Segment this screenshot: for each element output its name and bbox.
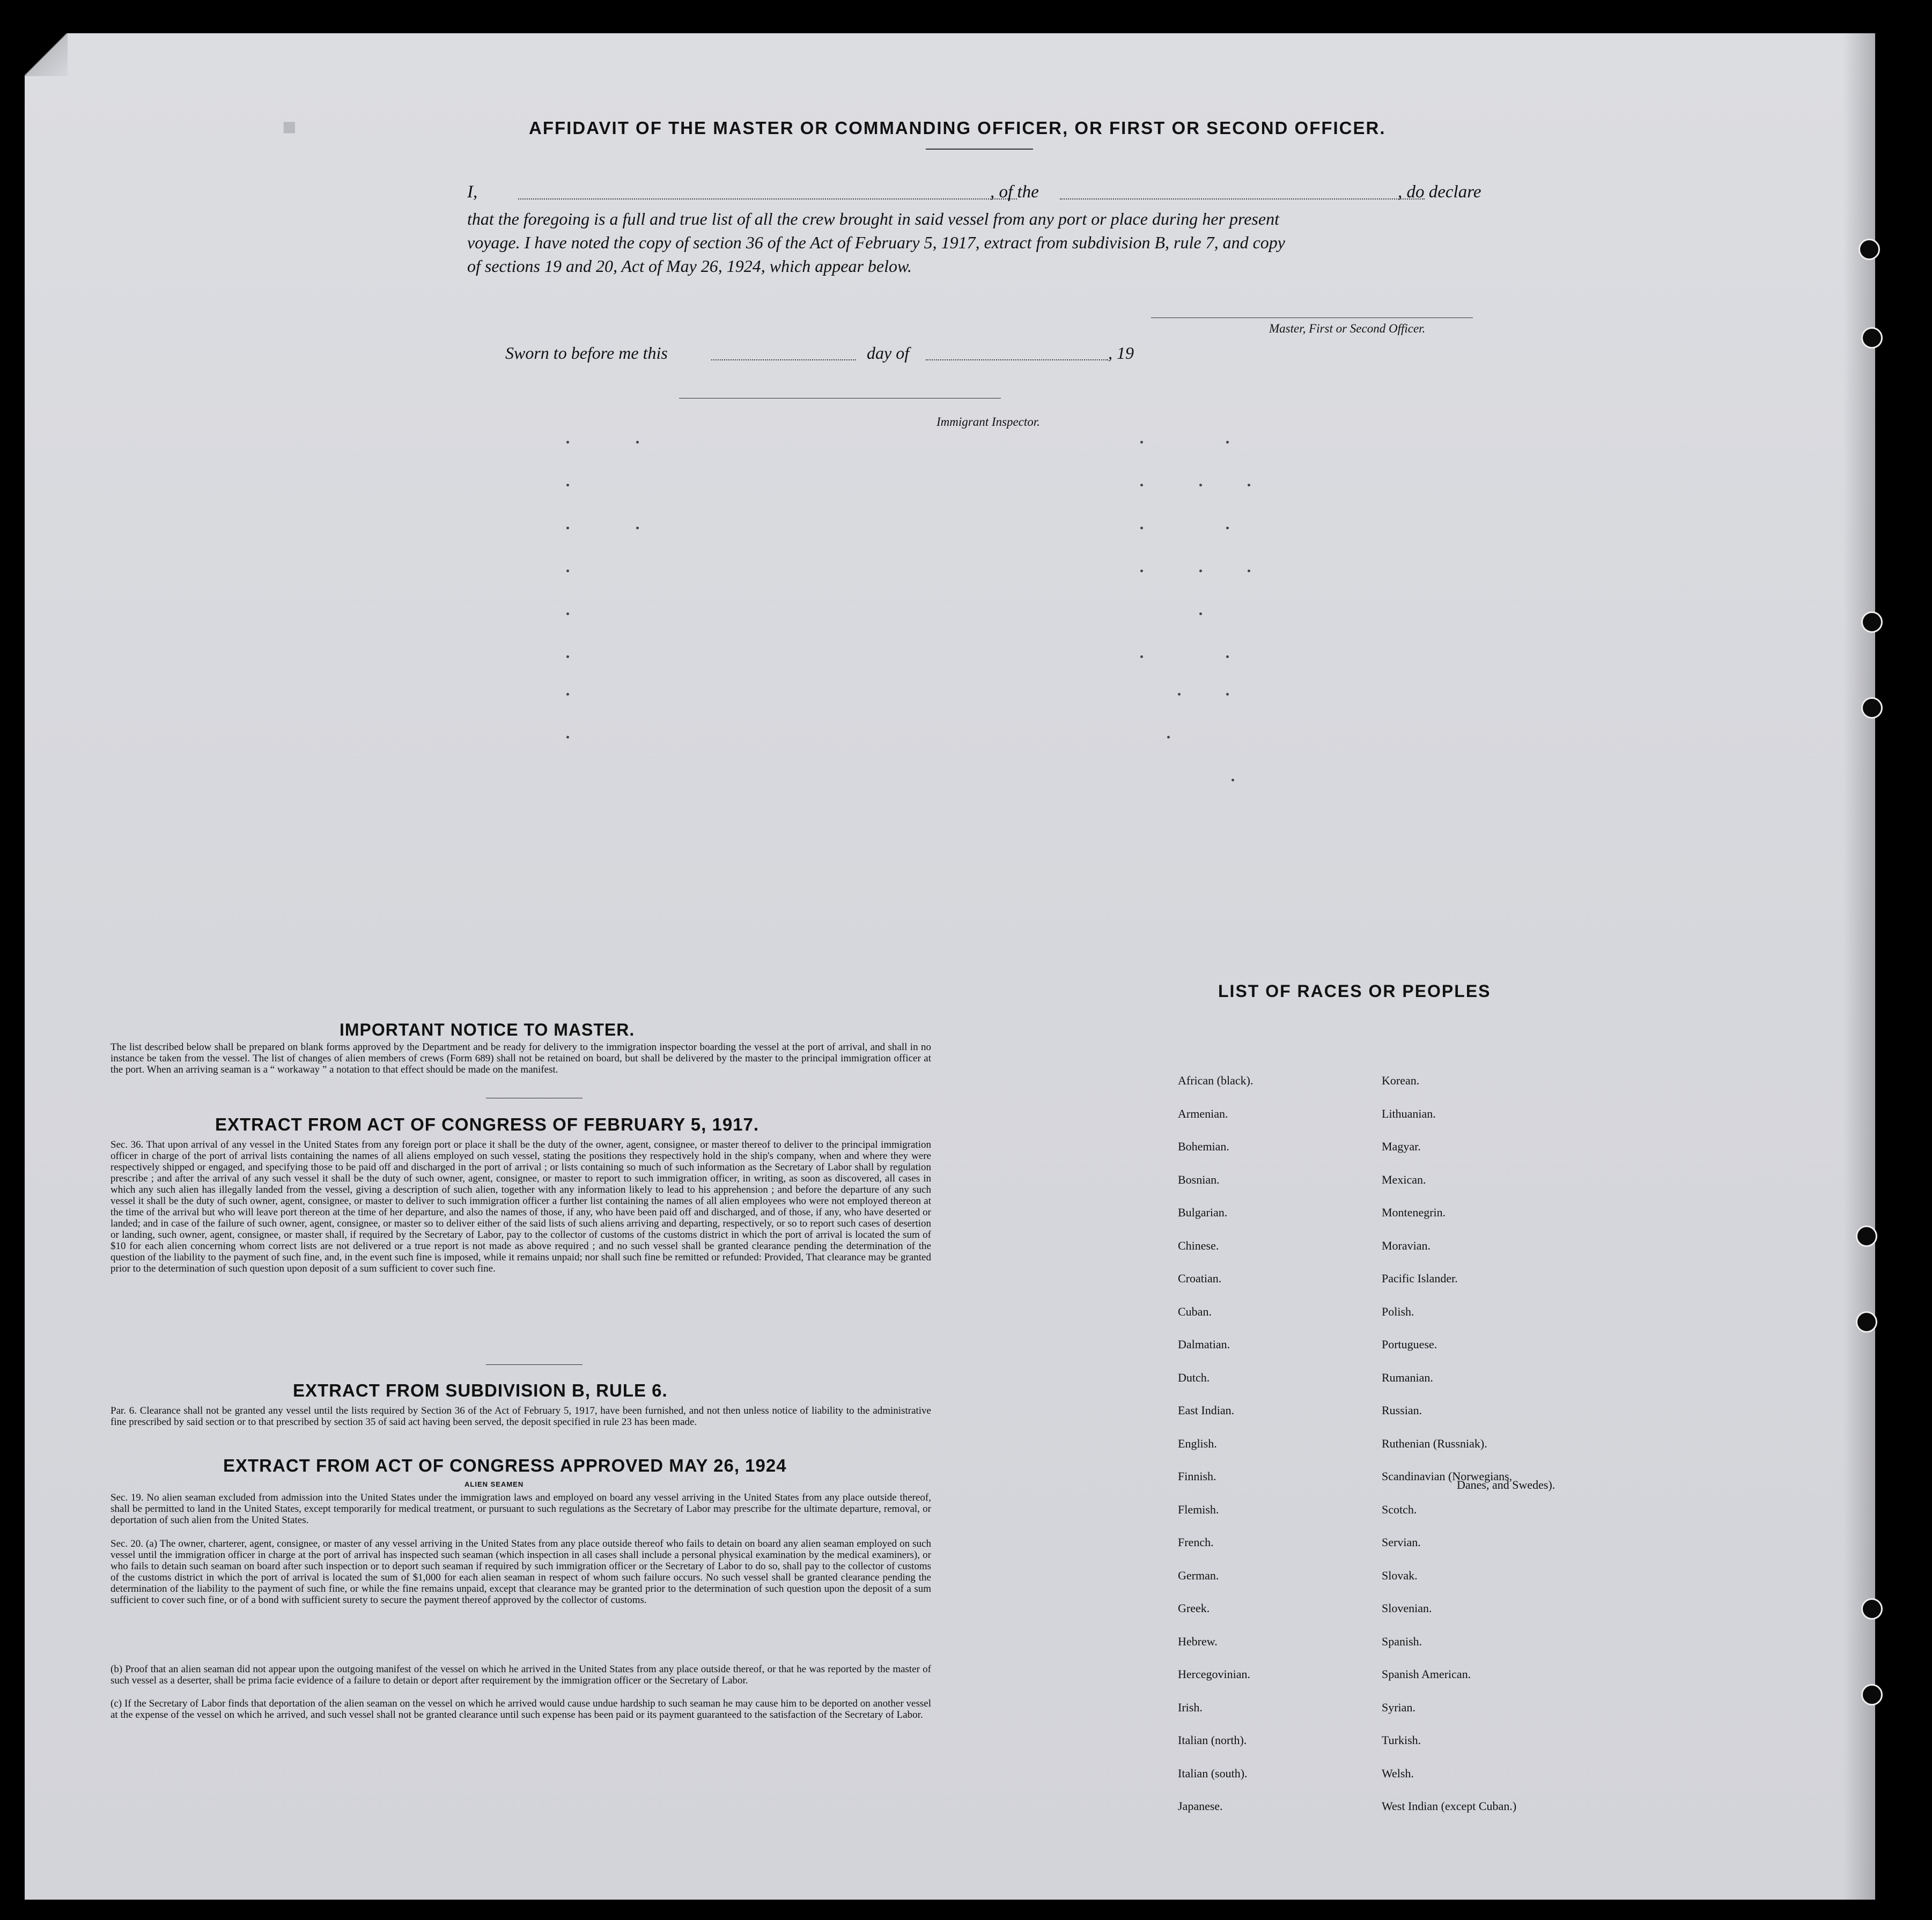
race-item: Croatian. xyxy=(1178,1272,1222,1285)
race-item: Hercegovinian. xyxy=(1178,1667,1250,1681)
notice-body: The list described below shall be prepared on blank forms approved by the Department and be ready for delivery to the immigration inspector boarding the vessel at the port of arrival, and shall in no instance be taken from the vessel. The list of changes of alien members of crews (Form 689) shall not be retained on board, but shall be delivered by the master to the principal immigration officer at the port. When an arriving seaman is a “ workaway ” a notation to that effect should be made on the manifest. xyxy=(110,1042,931,1075)
race-item: Portuguese. xyxy=(1382,1338,1437,1351)
race-item: Hebrew. xyxy=(1178,1634,1218,1648)
race-item: Bohemian. xyxy=(1178,1140,1229,1153)
race-item: Finnish. xyxy=(1178,1469,1216,1483)
race-item: Japanese. xyxy=(1178,1799,1223,1813)
race-item: Korean. xyxy=(1382,1074,1420,1087)
races-title: LIST OF RACES OR PEOPLES xyxy=(1218,981,1491,1001)
race-item: Armenian. xyxy=(1178,1106,1228,1120)
race-item: West Indian (except Cuban.) xyxy=(1382,1799,1517,1813)
race-item: Servian. xyxy=(1382,1535,1421,1549)
race-item: Rumanian. xyxy=(1382,1370,1433,1384)
race-item: German. xyxy=(1178,1568,1219,1582)
master-signature-line[interactable] xyxy=(1151,317,1473,318)
binder-hole xyxy=(1856,1311,1877,1333)
extract-1917-title: EXTRACT FROM ACT OF CONGRESS OF FEBRUARY 5, 1917. xyxy=(215,1114,759,1134)
notice-title: IMPORTANT NOTICE TO MASTER. xyxy=(340,1020,635,1039)
extract-1924-title: EXTRACT FROM ACT OF CONGRESS APPROVED MAY 26, 1924 xyxy=(223,1456,787,1475)
race-item: Polish. xyxy=(1382,1304,1414,1318)
binder-hole xyxy=(1861,697,1883,719)
race-item: English. xyxy=(1178,1436,1217,1450)
binder-hole xyxy=(1861,327,1883,349)
binder-hole xyxy=(1861,1684,1883,1705)
race-item: Turkish. xyxy=(1382,1733,1421,1747)
race-item: Ruthenian (Russniak). xyxy=(1382,1436,1487,1450)
sec20b-text: (b) Proof that an alien seaman did not appear upon the outgoing manifest of the vessel on which he arrived in the United States from any place outside thereof, or that he was reported by the master of such vessel as a deserter, shall be prima facie evidence of a failure to detain or deport after requirement by the immigration officer or the Secretary of Labor. xyxy=(110,1664,931,1686)
race-item: Lithuanian. xyxy=(1382,1106,1436,1120)
binder-hole xyxy=(1861,1598,1883,1620)
affidavit-line-3: voyage. I have noted the copy of section 36 of the Act of February 5, 1917, extract from subdivision B, rule 7, and copy xyxy=(467,233,1285,252)
day-of-label: day of xyxy=(867,343,910,363)
sec20a-text: Sec. 20. (a) The owner, charterer, agent, consignee, or master of any vessel arriving in the United States from any place outside thereof who fails to detain on board any alien seaman employed on such vessel until the immigration officer in charge at the port of arrival has inspected such seaman (which inspection in all cases shall include a personal physical examination by the medical examiners), or who fails to detain such seaman on board after such inspection or to deport such seaman if required by such immigration officer or the Secretary of Labor to do so, shall pay to the collector of customs of the customs district in which the port of arrival is located the sum of $1,000 for each alien seaman in respect of whom such failure occurs. No such vessel shall be granted clearance pending the determination of the liability to the payment of such fine, or while the fine remains unpaid, except that clearance may be granted prior to the determination of such question upon the deposit of a sum sufficient to cover such fine, or of a bond with sufficient surety to secure the payment thereof approved by the collector of customs. xyxy=(110,1538,931,1606)
affidavit-declare-label: , do declare xyxy=(1398,182,1481,202)
race-item: Moravian. xyxy=(1382,1238,1431,1252)
sec19-text: Sec. 19. No alien seaman excluded from admission into the United States under the immigration laws and employed on board any vessel arriving in the United States from any place outside thereof, shall be permitted to land in the United States, except temporarily for medical treatment, or pursuant to such regulations as the Secretary of Labor may prescribe for the ultimate departure, removal, or deportation of such alien from the United States. xyxy=(110,1492,931,1526)
sworn-day-blank[interactable] xyxy=(711,359,856,360)
alien-seamen-subtitle: ALIEN SEAMEN xyxy=(464,1480,524,1488)
title-underline xyxy=(926,149,1033,150)
affidavit-of-the-label: , of the xyxy=(990,182,1039,202)
affidavit-line-4: of sections 19 and 20, Act of May 26, 1924, which appear below. xyxy=(467,256,912,276)
race-item: Scandinavian (Norwegians, xyxy=(1382,1469,1513,1483)
race-item: Slovenian. xyxy=(1382,1601,1432,1615)
race-item: Russian. xyxy=(1382,1404,1422,1417)
affidavit-line-2: that the foregoing is a full and true list of all the crew brought in said vessel from any port or place during her present xyxy=(467,209,1279,228)
race-item: Montenegrin. xyxy=(1382,1206,1446,1219)
master-signature-label: Master, First or Second Officer. xyxy=(1269,322,1426,335)
section-divider-2 xyxy=(486,1364,582,1365)
inspector-label: Immigrant Inspector. xyxy=(936,415,1040,429)
sec20c-text: (c) If the Secretary of Labor finds that deportation of the alien seaman on the vessel on which he arrived would cause undue hardship to such seaman he may cause him to be deported on another vessel at the expense of the vessel on which he arrived, and such vessel shall not be granted clearance until such expense has been paid or its payment guaranteed to the satisfaction of the Secretary of Labor. xyxy=(110,1698,931,1720)
race-item: Mexican. xyxy=(1382,1172,1426,1186)
binder-hole xyxy=(1861,611,1883,633)
race-item: Magyar. xyxy=(1382,1140,1421,1153)
race-item: Slovak. xyxy=(1382,1568,1418,1582)
race-item: Syrian. xyxy=(1382,1700,1415,1714)
subdivision-body: Par. 6. Clearance shall not be granted any vessel until the lists required by Section 36 of the Act of February 5, 1917, have been furnished, and not then unless notice of liability to the administrative fine prescribed by said section or to that prescribed by section 35 of said act having been served, the deposit specified in rule 23 has been made. xyxy=(110,1405,931,1428)
race-item: Chinese. xyxy=(1178,1238,1219,1252)
sworn-label: Sworn to before me this xyxy=(505,343,668,363)
race-item: Pacific Islander. xyxy=(1382,1272,1458,1285)
affidavit-i-label: I, xyxy=(467,182,478,202)
page-edge-shadow xyxy=(1843,33,1875,1900)
race-item: Welsh. xyxy=(1382,1766,1414,1780)
extract-1917-body: Sec. 36. That upon arrival of any vessel in the United States from any foreign port or place it shall be the duty of the owner, agent, consignee, or master thereof to deliver to the principal immigration officer in charge of the port of arrival lists containing the names of all aliens employed on such vessel, stating the positions they respectively hold in the ship's company, when and where they were respectively shipped or engaged, and specifying those to be paid off and discharged in the port of arrival ; or lists containing so much of such information as the Secretary of Labor shall by regulation prescribe ; and after the arrival of any such vessel it shall be the duty of such owner, agent, consignee, or master to report to such immigration officer, in writing, as soon as discovered, all cases in which any such alien has illegally landed from the vessel, giving a description of such alien, together with any information likely to lead to his apprehension ; and before the departure of any such vessel it shall be the duty of such owner, agent, consignee, or master to deliver to such immigration officer a further list containing the names of all alien employees who were not employed thereon at the time of the arrival but who will leave port thereon at the time of her departure, and also the names of those, if any, who have been paid off and discharged, and of those, if any, who have deserted or landed; and in case of the failure of such owner, agent, consignee, or master so to deliver either of the said lists of such aliens arriving and departing, respectively, or so to report such cases of desertion or landing, such owner, agent, consignee, or master shall, if required by the Secretary of Labor, pay to the collector of customs of the customs district in which the port of arrival is located the sum of $10 for each alien concerning whom correct lists are not delivered or a true report is not made as above required ; and no such vessel shall be granted clearance pending the determination of the question of the liability to the payment of such fine, and, in the event such fine is imposed, while it remains unpaid; nor shall such fine be remitted or refunded: Provided, That clearance may be granted prior to the determination of such question upon deposit of a sum sufficient to cover such fine. xyxy=(110,1139,931,1274)
race-scandinavian-continued: Danes, and Swedes). xyxy=(1457,1478,1555,1491)
race-item: Italian (south). xyxy=(1178,1766,1248,1780)
race-item: Scotch. xyxy=(1382,1502,1417,1516)
race-item: Bosnian. xyxy=(1178,1172,1220,1186)
vessel-blank[interactable] xyxy=(1060,198,1425,200)
month-blank[interactable] xyxy=(926,359,1108,360)
race-item: African (black). xyxy=(1178,1074,1253,1087)
race-item: Spanish. xyxy=(1382,1634,1422,1648)
binder-hole xyxy=(1856,1225,1877,1247)
race-item: Cuban. xyxy=(1178,1304,1212,1318)
folded-corner xyxy=(25,33,68,76)
affidavit-title: AFFIDAVIT OF THE MASTER OR COMMANDING OFFICER, OR FIRST OR SECOND OFFICER. xyxy=(529,118,1386,138)
race-item: Spanish American. xyxy=(1382,1667,1471,1681)
subdivision-title: EXTRACT FROM SUBDIVISION B, RULE 6. xyxy=(293,1380,668,1400)
bleed-through-text: ■ xyxy=(282,114,302,140)
race-item: Italian (north). xyxy=(1178,1733,1247,1747)
race-item: East Indian. xyxy=(1178,1404,1235,1417)
year-label: , 19 xyxy=(1108,343,1134,363)
race-item: French. xyxy=(1178,1535,1214,1549)
race-item: Irish. xyxy=(1178,1700,1203,1714)
race-item: Dutch. xyxy=(1178,1370,1210,1384)
race-item: Dalmatian. xyxy=(1178,1338,1230,1351)
form-sheet xyxy=(25,33,1875,1900)
race-item: Greek. xyxy=(1178,1601,1210,1615)
race-item: Flemish. xyxy=(1178,1502,1219,1516)
name-blank[interactable] xyxy=(518,198,1017,200)
binder-hole xyxy=(1859,239,1880,260)
race-item: Bulgarian. xyxy=(1178,1206,1228,1219)
